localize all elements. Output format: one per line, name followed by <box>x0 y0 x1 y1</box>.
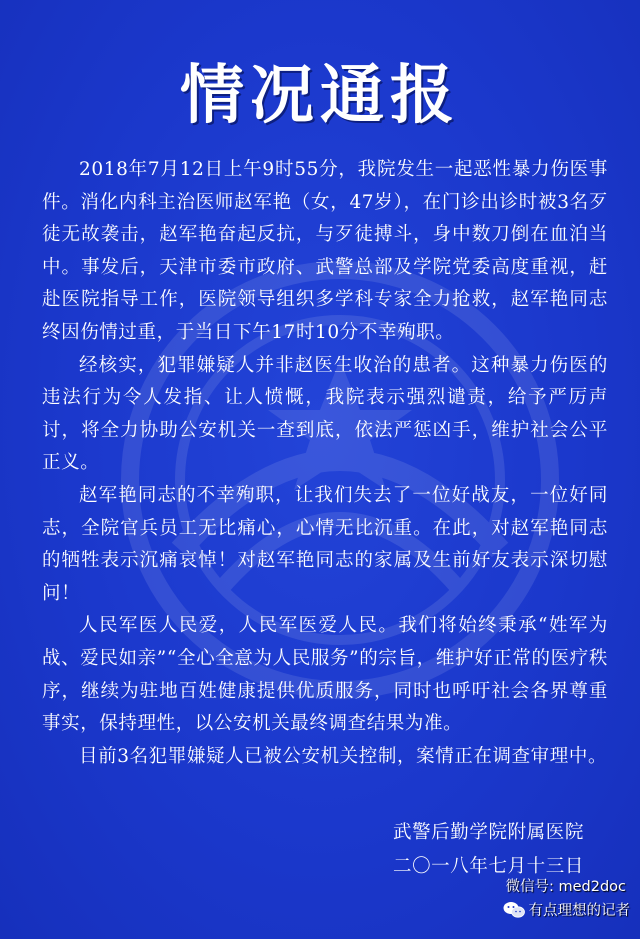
notice-paragraph-5: 目前3名犯罪嫌疑人已被公安机关控制，案情正在调查审理中。 <box>79 745 608 767</box>
signature-date: 二〇一八年七月十三日 <box>392 856 584 877</box>
wechat-account-name: 有点理想的记者 <box>528 903 630 919</box>
notice-paragraph-1: 2018年7月12日上午9时55分，我院发生一起恶性暴力伤医事件。消化内科主治医师赵军艳（女，47岁），在门诊出诊时被3名歹徒无故袭击，赵军艳奋起反抗，与歹徒搏斗，身中数刀倒在血泊当中。事发后，天津市委市政府、武警总部及学院党委高度重视，赶赴医院指导工作，医院领导组织多学科专家全力抢救，赵军艳同志终因伤情过重，于当日下午17时10分不幸殉职。 <box>42 159 608 343</box>
notice-body <box>42 154 608 773</box>
wechat-icon <box>503 901 525 919</box>
wechat-account <box>503 899 631 920</box>
wechat-id: 微信号: med2doc <box>505 879 626 895</box>
wechat-overlay <box>380 873 630 931</box>
signature-organization: 武警后勤学院附属医院 <box>392 822 584 843</box>
notice-paragraph-4: 人民军医人民爱，人民军医爱人民。我们将始终秉承“姓军为战、爱民如亲”“全心全意为人民服务”的宗旨，维护好正常的医疗秩序，继续为驻地百姓健康提供优质服务，同时也呼吁社会各界尊重事实，保持理性，以公安机关最终调查结果为准。 <box>42 615 608 735</box>
notice-title: 情况通报 <box>180 59 460 133</box>
notice-paragraph-3: 赵军艳同志的不幸殉职，让我们失去了一位好战友，一位好同志，全院官兵员工无比痛心，心情无比沉重。在此，对赵军艳同志的牺牲表示沉痛哀悼！对赵军艳同志的家属及生前好友表示深切慰问！ <box>42 484 608 604</box>
notice-paragraph-2: 经核实，犯罪嫌疑人并非赵医生收治的患者。这种暴力伤医的违法行为令人发指、让人愤慨，我院表示强烈谴责，给予严厉声讨，将全力协助公安机关一查到底，依法严惩凶手，维护社会公平正义。 <box>42 354 608 474</box>
